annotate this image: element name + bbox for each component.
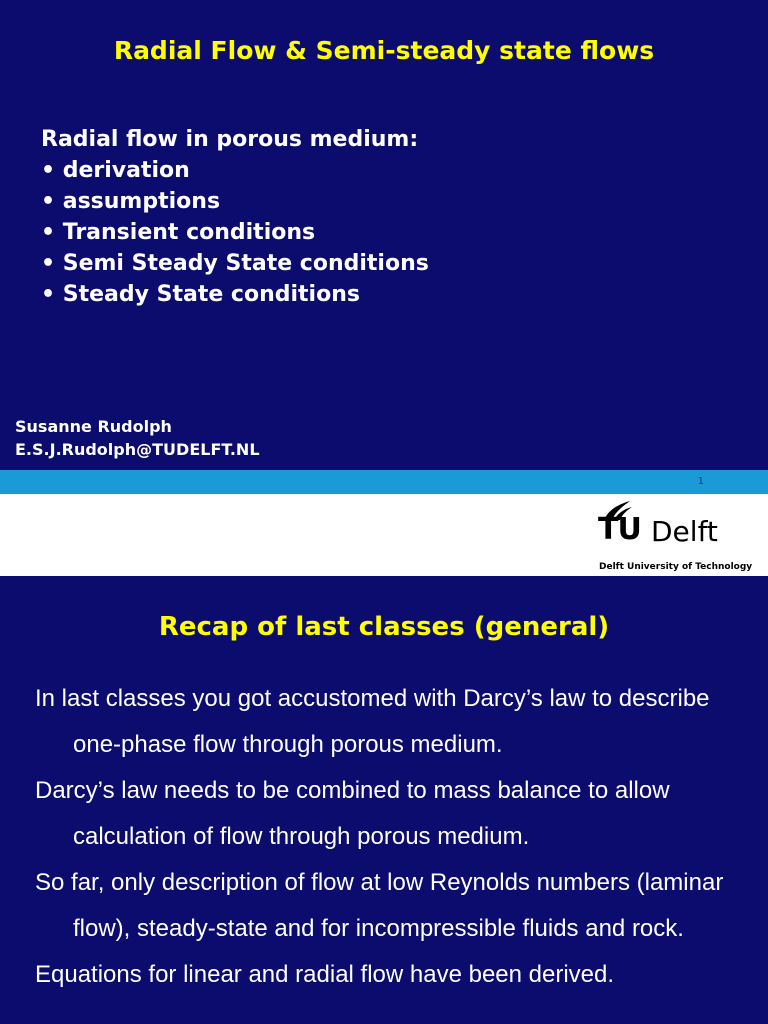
bullet-item: • assumptions	[41, 186, 429, 217]
body-paragraph: So far, only description of flow at low Reynolds numbers (laminar flow), steady-state and for incompressible fluids and rock.	[35, 869, 724, 942]
slide-1	[0, 0, 768, 470]
author-email: E.S.J.Rudolph@TUDELFT.NL	[15, 440, 260, 459]
slide-2-body	[35, 676, 755, 998]
bullet-item: • Steady State conditions	[41, 279, 429, 310]
footer-bar	[0, 470, 768, 494]
body-paragraph: In last classes you got accustomed with Darcy’s law to describe one-phase flow through porous medium.	[35, 685, 710, 758]
slide-1-title: Radial Flow & Semi-steady state flows	[113, 36, 655, 65]
bullet-item: • Semi Steady State conditions	[41, 248, 429, 279]
body-paragraph: Darcy’s law needs to be combined to mass balance to allow calculation of flow through porous medium.	[35, 777, 670, 850]
slide-2	[0, 576, 768, 1024]
bullet-item: • Transient conditions	[41, 217, 429, 248]
bullet-item: • derivation	[41, 155, 429, 186]
bullet-list	[41, 155, 429, 310]
author-block	[15, 415, 260, 461]
page-number: 1	[697, 476, 704, 487]
logo-tu: TU	[598, 512, 641, 547]
tudelft-logo	[598, 497, 753, 575]
intro-line: Radial flow in porous medium:	[41, 127, 419, 152]
logo-subtitle: Delft University of Technology	[599, 562, 753, 572]
slide-1-content	[41, 124, 429, 310]
logo-delft: Delft	[651, 515, 718, 548]
body-paragraph: Equations for linear and radial flow have been derived.	[35, 961, 615, 988]
author-name: Susanne Rudolph	[15, 417, 172, 436]
slide-2-title: Recap of last classes (general)	[158, 612, 610, 642]
